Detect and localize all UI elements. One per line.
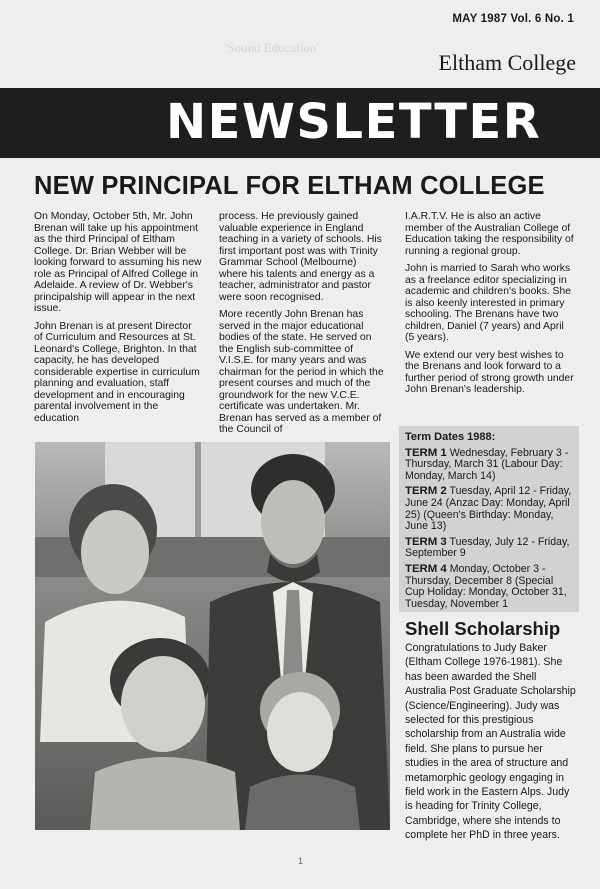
bleed-through-text: 'Sound Education': [225, 40, 319, 55]
issue-line: MAY 1987 Vol. 6 No. 1: [452, 13, 574, 25]
term-label: TERM 2: [405, 485, 447, 498]
term-label: TERM 4: [405, 562, 447, 575]
term-text: Tuesday, July 12 - Friday, September 9: [405, 535, 570, 560]
term-text: Tuesday, April 12 - Friday, June 24 (Anzac Day: Monday, April 25) (Queen's Birthday: Monday, June 13): [405, 485, 572, 533]
paragraph: More recently John Brenan has served in the major educational bodies of the state. He served on the English sub-committee of V.I.S.E. for many years and was chairman for the period in which the present courses and much of the groundwork for the new V.C.E. certificate was undertaken. Mr. Brenan has served as a member of the Council of: [219, 309, 384, 435]
term-entry: [405, 564, 573, 610]
term-entry: [405, 448, 573, 483]
shell-scholarship-body: Congratulations to Judy Baker (Eltham College 1976-1981). She has been awarded the Shell Australia Post Graduate Scholarship (Science/Engineering). Judy was selected for this prestigious scholarship from an Australia wide field. She plans to pursue her studies in the area of structure and metamorphic geology engaging in field work in the Eastern Alps. Judy is heading for Trinity College, Cambridge, where she intends to complete her PhD in three years.: [405, 642, 576, 842]
masthead-band: [0, 88, 600, 158]
paragraph: John Brenan is at present Director of Curriculum and Resources at St. Leonard's College, Brighton. In that capacity, he has developed considerable expertise in curriculum planning and evaluation, staff development and in encouraging parental involvement in the education: [34, 320, 200, 424]
article-column-1: [34, 211, 202, 430]
paragraph: John is married to Sarah who works as a freelance editor specializing in academic and children's books. She is also keenly interested in primary schooling. The Brenans have two children, Daniel (7 years) and April (5 years).: [405, 263, 572, 343]
college-name: Eltham College: [438, 50, 576, 75]
term-text: Monday, October 3 - Thursday, December 8 (Special Cup Holiday: Monday, October 31, Tuesday, November 1: [405, 562, 567, 610]
shell-scholarship-heading: Shell Scholarship: [405, 618, 561, 639]
newsletter-title: NEWSLETTER: [166, 94, 542, 150]
article-column-2: [219, 211, 387, 442]
article-headline: NEW PRINCIPAL FOR ELTHAM COLLEGE: [34, 172, 545, 200]
paragraph: I.A.R.T.V. He is also an active member of the Australian College of Education taking the responsibility of running a regional group.: [405, 211, 574, 257]
term-entry: [405, 486, 573, 532]
term-dates-box: [399, 426, 579, 612]
article-column-3: [405, 211, 575, 402]
family-photo: [35, 442, 390, 830]
page-number: 1: [298, 856, 304, 866]
paragraph: On Monday, October 5th, Mr. John Brenan will take up his appointment as the third Principal of Eltham College. Dr. Brian Webber will be looking forward to assuming his new role as Principal of Alfred College in Adelaide. A review of Dr. Webber's principalship will appear in the next issue.: [34, 211, 202, 314]
term-label: TERM 3: [405, 535, 447, 548]
term-text: Wednesday, February 3 - Thursday, March 31 (Labour Day: Monday, March 14): [405, 446, 569, 482]
paragraph: We extend our very best wishes to the Brenans and look forward to a further period of strong growth under John Brenan's leadership.: [405, 349, 574, 395]
term-label: TERM 1: [405, 446, 447, 459]
term-dates-title: Term Dates 1988:: [405, 431, 496, 443]
term-entry: [405, 537, 573, 560]
paragraph: process. He previously gained valuable experience in England teaching in a variety of schools. His first important post was with Trinity Grammar School (Melbourne) where his talents and energy as a teacher, administrator and pastor were soon recognised.: [219, 211, 382, 303]
